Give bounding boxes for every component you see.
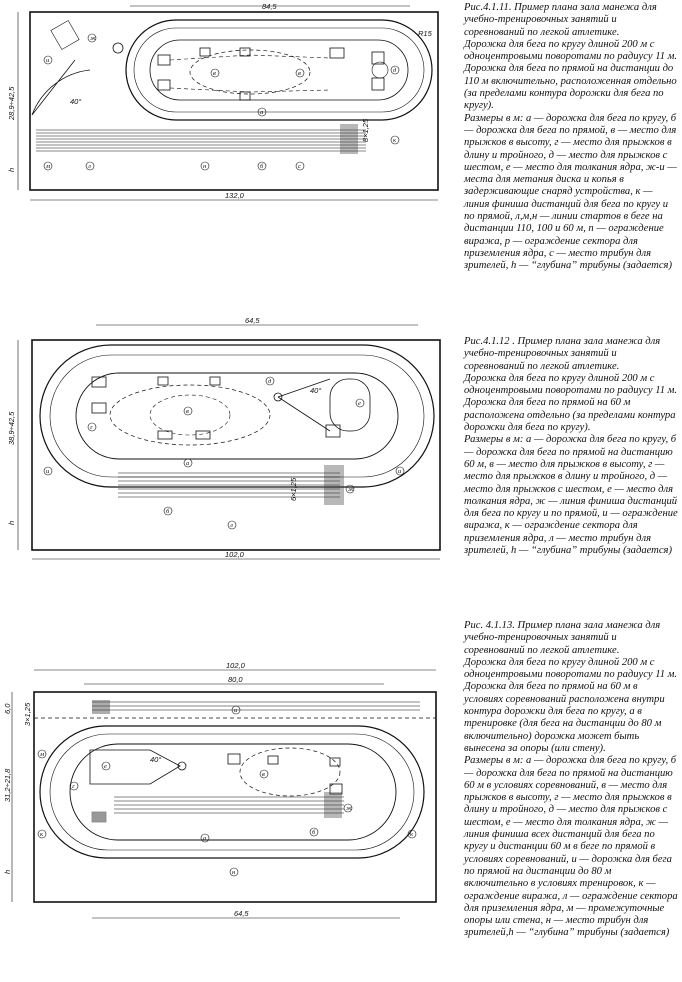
letter: м <box>46 163 51 170</box>
letter: м <box>40 751 45 758</box>
letter: г <box>90 424 93 431</box>
letter: н <box>232 869 236 876</box>
letter: б <box>312 829 316 836</box>
dim-side: 38,9÷42,5 <box>7 411 16 445</box>
letter: с <box>298 163 301 170</box>
dim-side: 28,9÷42,5 <box>7 86 16 120</box>
caption-fig-4-1-12 <box>464 336 678 557</box>
dim-lanes: 6×1,25 <box>289 477 298 501</box>
letter: е <box>358 400 361 407</box>
dim-h: h <box>7 520 16 525</box>
caption-body: Дорожка для бега по кругу длиной 200 м с одноцентровыми поворотами по радиусу 11 м. Дорожка для бега по прямой на 60 м расположена отдельно (за пределами контура дорожки для бега по кругу). <box>464 372 678 434</box>
letter: и <box>398 468 402 475</box>
plan-drawing-fig-4-1-12 <box>0 315 462 590</box>
letter: ж <box>346 805 353 812</box>
letter: е <box>104 763 107 770</box>
letter: в <box>298 70 301 77</box>
dim-bottom-width: 64,5 <box>234 909 249 918</box>
caption-title: Рис.4.1.11. Пример плана зала манежа для учебно-тренировочных занятий и соревнований по легкой атлетике. <box>464 2 657 38</box>
letter: к <box>410 831 414 838</box>
letter: н <box>203 163 207 170</box>
letter: а <box>203 835 207 842</box>
dim-inner-width: 80,0 <box>228 675 243 684</box>
letter: б <box>166 508 170 515</box>
letter: к <box>40 831 44 838</box>
letter: а <box>260 109 264 116</box>
dim-lanes: 3×1,25 <box>23 702 32 726</box>
dim-side: 31,2÷21,8 <box>3 768 12 802</box>
dim-h: h <box>7 167 16 172</box>
dim-lanes: 8×1,25 <box>361 118 370 142</box>
letter: г <box>72 783 75 790</box>
angle-label: 40° <box>310 386 322 395</box>
caption-legend: Размеры в м: а — дорожка для бега по кругу, б — дорожка для бега по прямой на дистанцию 60 м в условиях соревнований, в — место для прыжков в высоту, г — место для прыжков в длину и тройного, д — место для прыжков с шестом, е — место для толкания ядра, ж — линия финиша всех дистанций для бега по кругу и дистанции 60 м в беге по прямой в условиях соревнований, и — дорожка для бега по прямой на дистанции до 80 м включительно в условиях тренировок, к — ограждение виража, л — ограждение сектора для приземления ядра, м — промежуточные опоры или стена, н — место трибун для зрителей,h — “глубина” трибуны (задается) <box>464 755 678 939</box>
letter: и <box>46 57 50 64</box>
letter: д <box>393 67 397 74</box>
dim-bottom-width: 132,0 <box>225 191 244 200</box>
angle-label: 40° <box>150 755 162 764</box>
caption-fig-4-1-13 <box>464 620 678 940</box>
letter: д <box>268 378 272 385</box>
caption-title: Рис. 4.1.13. Пример плана зала манежа для учебно-тренировочных занятий и соревнований по легкой атлетике. <box>464 620 661 656</box>
letter: а <box>186 460 190 467</box>
letter: в <box>186 408 189 415</box>
dim-h: h <box>3 869 12 874</box>
dim-top-width: 84,5 <box>262 2 277 11</box>
letter: и <box>234 707 238 714</box>
letter: к <box>393 137 397 144</box>
plan-drawing-fig-4-1-13 <box>0 662 462 930</box>
letter: в <box>213 70 216 77</box>
letter: в <box>262 771 265 778</box>
caption-legend: Размеры в м: а — дорожка для бега по кругу, б — дорожка для бега по прямой на дистанцию 60 м, в — место для прыжков в высоту, г — место для прыжков в длину и тройного, д — место для прыжков с шестом, е — место для толкания ядра, ж — линия финиша дистанций для бега по кругу и по прямой, и — ограждение виража, к — ограждение сектора для приземления ядра, л — место трибун для зрителей, h — “глубина” трибуны (задается) <box>464 434 678 557</box>
plan-drawing-fig-4-1-11 <box>0 0 462 232</box>
letter: ж <box>348 486 355 493</box>
dim-top-width: 64,5 <box>245 316 260 325</box>
letter: л <box>230 522 233 529</box>
caption-fig-4-1-11 <box>464 2 678 273</box>
dim-top-h: 6,0 <box>3 703 12 714</box>
dim-radius: R15 <box>418 29 432 38</box>
letter: б <box>260 163 264 170</box>
caption-body: Дорожка для бега по кругу длиной 200 м с одноцентровыми поворотами по радиусу 11 м. Дорожка для бега по прямой на 60 м в условиях соревнований расположена внутри контура дорожки для бега по кругу, а в тренировке (для бега на дистанции до 80 м включительно) дорожка может быть вынесена за опоры (или стену). <box>464 656 678 754</box>
caption-body: Дорожка для бега по кругу длиной 200 м с одноцентровыми поворотами по радиусу 11 м. Дорожка для бега по прямой на дистанции до 110 м включительно, расположенная отдельно (за пределами контура дорожки для бега по кругу). <box>464 38 678 112</box>
dim-bottom-width: 102,0 <box>225 550 244 559</box>
angle-label: 40° <box>70 97 82 106</box>
letter: и <box>46 468 50 475</box>
caption-legend: Размеры в м: а — дорожка для бега по кругу, б — дорожка для бега по прямой, в — место для прыжков в высоту, г — место для прыжков в длину и тройного, д — место для прыжков с шестом, е — место для толкания ядра, ж-и — места для метания диска и копья в задерживающие снаряд устройства, к — линия финиша дистанций для бега по кругу и по прямой, л,м,н — линии стартов в беге на дистанции 110, 100 и 60 м, п — ограждение виража, р — ограждение сектора для приземления ядра, с — место трибун для зрителей, h — “глубина” трибуны (задается) <box>464 112 677 272</box>
caption-title: Рис.4.1.12 . Пример плана зала манежа для учебно-тренировочных занятий и соревнований по легкой атлетике. <box>464 336 661 372</box>
dim-top-width: 102,0 <box>226 662 245 670</box>
letter: л <box>88 163 91 170</box>
letter: ж <box>90 35 97 42</box>
